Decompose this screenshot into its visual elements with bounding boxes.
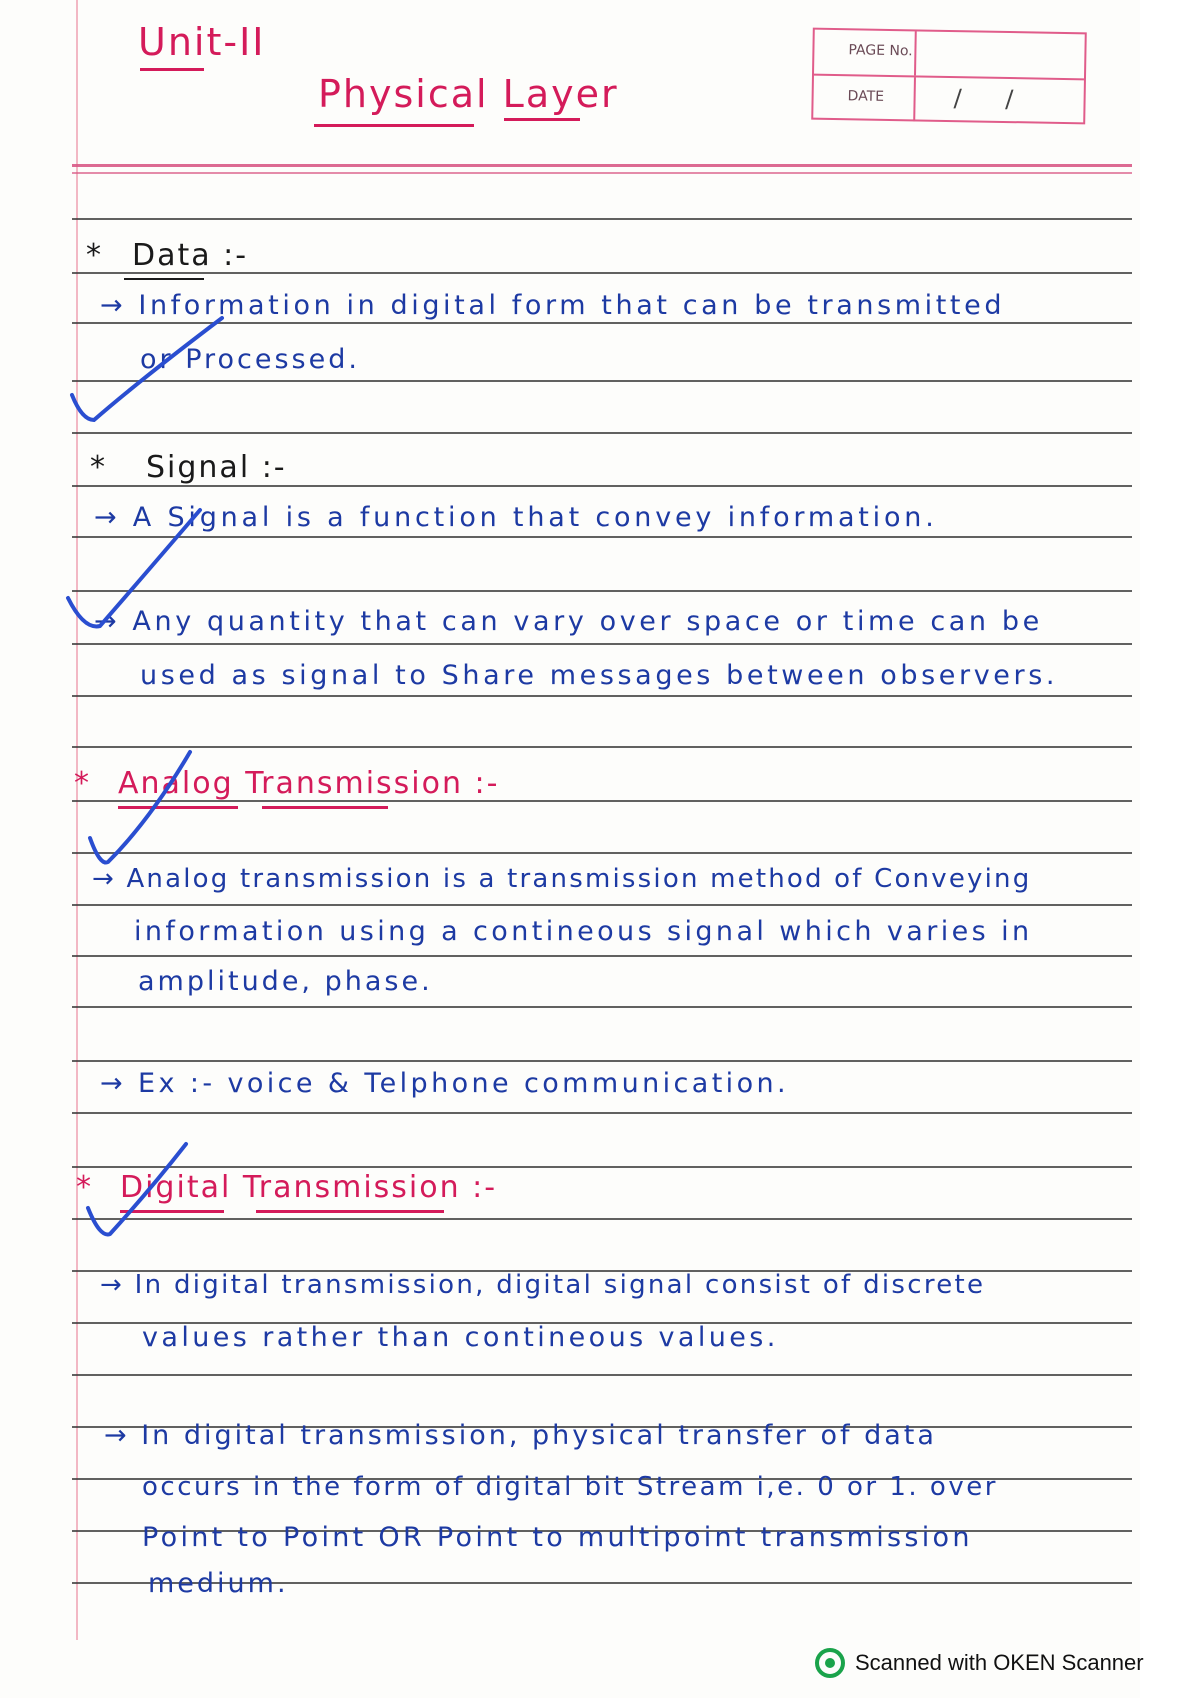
section-heading-analog: Analog Transmission :- [118,766,500,801]
digital-line-1: → In digital transmission, digital signal consist of discrete [100,1270,986,1300]
rule-line [72,1112,1132,1114]
signal-line-1: → A Signal is a function that convey information. [94,502,938,533]
signal-line-3: used as signal to Share messages between observers. [140,660,1059,691]
analog-line-1: → Analog transmission is a transmission method of Conveying [92,864,1032,894]
date-row [813,74,1084,125]
unit-heading: Unit-II [138,20,266,64]
rule-line [72,432,1132,434]
data-line-2: or Processed. [140,344,360,375]
heading-underline-2 [256,1210,444,1213]
digital-line-4: occurs in the form of digital bit Stream i,e. 0 or 1. over [142,1472,998,1502]
rule-line [72,1374,1132,1376]
rule-line [72,852,1132,854]
page-no-label: PAGE No. [848,42,913,60]
box-divider [914,31,917,75]
digital-line-2: values rather than contineous values. [142,1322,779,1353]
rule-line [72,322,1132,324]
header-rule-2 [72,172,1132,174]
rule-line [72,218,1132,220]
page-edge [1140,0,1200,1698]
section-heading-digital: Digital Transmission :- [120,1170,498,1205]
header-rule [72,164,1132,167]
digital-line-5: Point to Point OR Point to multipoint transmission [142,1522,973,1553]
rule-line [72,695,1132,697]
rule-line [72,1060,1132,1062]
rule-line [72,955,1132,957]
heading-underline [120,1210,224,1213]
rule-line [72,590,1132,592]
rule-line [72,643,1132,645]
rule-line [72,904,1132,906]
rule-line [72,1006,1132,1008]
digital-line-3: → In digital transmission, physical transfer of data [104,1420,937,1451]
section-star: * [76,1170,93,1205]
rule-line [72,485,1132,487]
rule-line [72,1218,1132,1220]
unit-underline [140,68,204,71]
data-line-1: → Information in digital form that can be transmitted [100,290,1006,321]
page-no-row [814,30,1085,79]
section-star: * [74,766,91,801]
rule-line [72,746,1132,748]
section-star: * [86,238,103,273]
rule-line [72,536,1132,538]
signal-line-2: → Any quantity that can vary over space or time can be [94,606,1043,637]
digital-line-6: medium. [148,1568,289,1599]
section-heading-signal: Signal :- [146,450,287,485]
page-title: Physical Layer [318,72,619,116]
page-date-box [811,28,1087,125]
analog-line-2: information using a contineous signal which varies in [134,916,1033,947]
analog-line-3: amplitude, phase. [138,966,433,997]
title-underline-2 [504,118,580,121]
heading-underline [118,806,238,809]
scanner-watermark [815,1648,1144,1678]
date-label: DATE [847,88,885,105]
scanner-text: Scanned with OKEN Scanner [855,1650,1144,1675]
title-underline [314,124,474,127]
analog-line-4: → Ex :- voice & Telphone communication. [100,1068,790,1099]
scanner-logo-icon [815,1648,845,1678]
margin-line [76,0,78,1640]
section-star: * [90,450,107,485]
date-value: / / [953,84,1032,114]
rule-line [72,380,1132,382]
section-heading-data: Data :- [132,238,249,273]
box-divider [913,77,916,121]
heading-underline [124,278,204,280]
heading-underline-2 [262,806,388,809]
rule-line [72,1166,1132,1168]
